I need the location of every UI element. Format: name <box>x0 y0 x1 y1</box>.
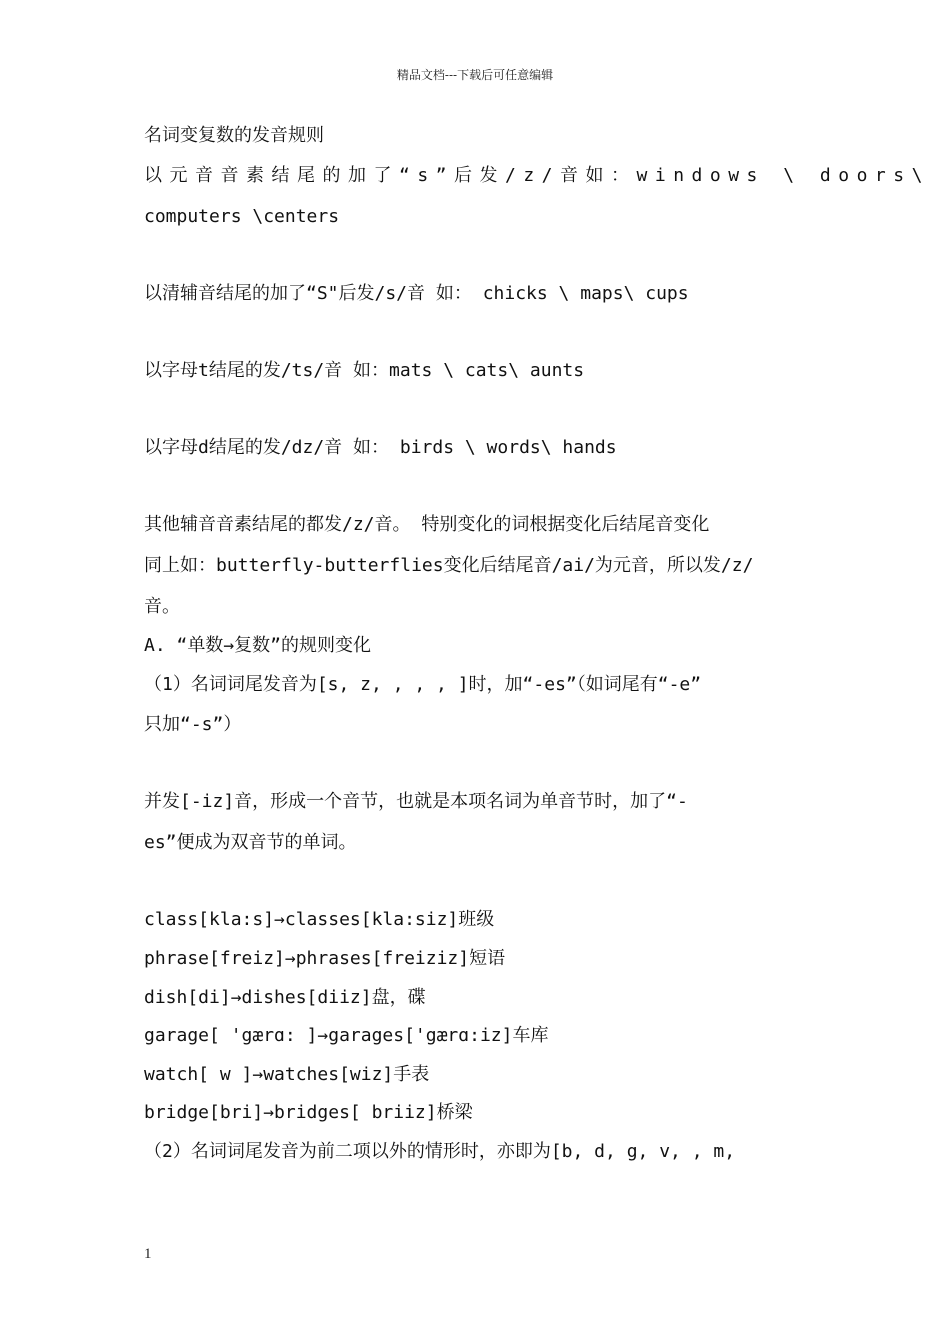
text-line: 只加“-s”） <box>144 714 242 735</box>
page-number: 1 <box>144 1246 152 1262</box>
text-line: （2）名词词尾发音为前二项以外的情形时，亦即为[b, d, g, v, , m, <box>144 1141 736 1162</box>
text-line: 以元音音素结尾的加了“s”后发/z/音如：windows \ doors\ <box>144 165 930 186</box>
text-line: 并发[-iz]音，形成一个音节，也就是本项名词为单音节时，加了“- <box>144 791 688 812</box>
example-line: garage[ 'gærɑ: ]→garages['gærɑ:iz]车库 <box>144 1025 549 1046</box>
example-line: dish[di]→dishes[diiz]盘，碟 <box>144 987 426 1008</box>
text-line: 以清辅音结尾的加了“S"后发/s/音 如： chicks \ maps\ cups <box>144 283 689 304</box>
section-heading: A. “单数→复数”的规则变化 <box>144 635 372 656</box>
example-line: bridge[bri]→bridges[ briiz]桥梁 <box>144 1102 473 1123</box>
doc-title: 名词变复数的发音规则 <box>144 125 324 146</box>
example-line: watch[ w ]→watches[wiz]手表 <box>144 1064 430 1085</box>
text-line: es”便成为双音节的单词。 <box>144 832 357 853</box>
text-line: 以字母d结尾的发/dz/音 如： birds \ words\ hands <box>144 437 617 458</box>
text-line: 音。 <box>144 596 180 617</box>
text-line: （1）名词词尾发音为[s, z, , , , ]时，加“-es”（如词尾有“-e” <box>144 674 702 695</box>
text-line: 其他辅音音素结尾的都发/z/音。 特别变化的词根据变化后结尾音变化 <box>144 514 710 535</box>
example-line: class[kla:s]→classes[kla:siz]班级 <box>144 909 495 930</box>
example-line: phrase[freiz]→phrases[freiziz]短语 <box>144 948 506 969</box>
text-line: 同上如：butterfly-butterflies变化后结尾音/ai/为元音，所以发/z/ <box>144 555 754 576</box>
text-line: 以字母t结尾的发/ts/音 如：mats \ cats\ aunts <box>144 360 585 381</box>
page-header: 精品文档---下载后可任意编辑 <box>396 68 554 82</box>
text-line: computers \centers <box>144 206 340 227</box>
